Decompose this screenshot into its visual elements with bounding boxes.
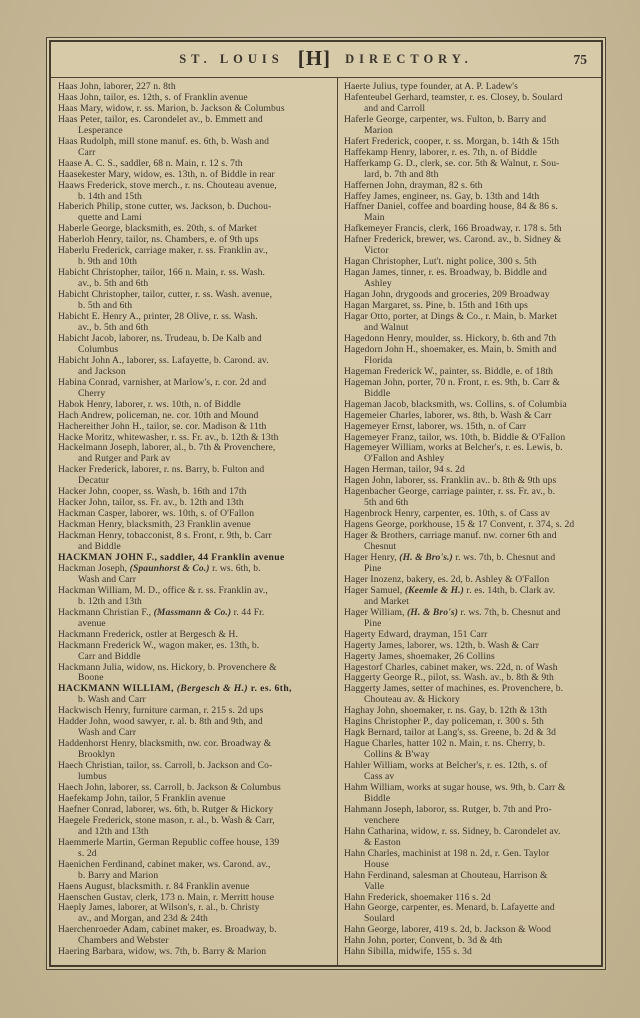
directory-entry: Hagar Otto, porter, at Dings & Co., r. Main, b. Market: [344, 311, 558, 323]
directory-entry: Haenichen Ferdinand, cabinet maker, ws. Carond. av.,: [58, 858, 271, 870]
entry-continuation-line: Chouteau av. & Hickory: [364, 694, 460, 706]
directory-entry: Hagedonn Henry, moulder, ss. Hickory, b. 6th and 7th: [344, 332, 557, 344]
directory-entry: Haasekester Mary, widow, es. 13th, n. of Biddle in rear: [58, 168, 275, 180]
directory-entry: Haerte Julius, type founder, at A. P. Ladew's: [344, 81, 518, 92]
page-number: 75: [573, 51, 587, 67]
directory-entry: Haferle George, carpenter, ws. Fulton, b. Barry and: [344, 113, 547, 125]
entry-continuation-line: av., b. 5th and 6th: [78, 278, 149, 290]
entry-continuation-line: and 12th and 13th: [78, 825, 149, 837]
directory-entry: Hagk Bernard, tailor at Lang's, ss. Greene, b. 2d & 3d: [344, 727, 557, 739]
directory-entry: Haberloh Henry, tailor, ns. Chambers, e. of 9th ups: [58, 234, 259, 246]
directory-entry: Hafner Frederick, brewer, ws. Carond. av., b. Sidney &: [344, 234, 562, 246]
entry-continuation-line: b. 14th and 15th: [78, 190, 142, 202]
directory-entry: Hager William, (H. & Bro's) r. ws. 7th, b. Chesnut and: [344, 606, 561, 618]
directory-entry: Hacker John, cooper, ss. Wash, b. 16th and 17th: [58, 486, 247, 498]
directory-entry: Haech Christian, tailor, ss. Carroll, b. Jackson and Co-: [58, 760, 273, 772]
entry-continuation-line: Soulard: [364, 913, 395, 925]
directory-entry: Hach Andrew, policeman, ne. cor. 10th and Mound: [58, 409, 259, 421]
directory-entry: Hagen John, laborer, ss. Franklin av.. b. 8th & 9th ups: [344, 475, 557, 487]
entry-continuation-line: Wash and Carr: [78, 727, 137, 739]
directory-entry: Haffey James, engineer, ns. Gay, b. 13th and 14th: [344, 190, 540, 202]
directory-entry: Haech John, laborer, ss. Carroll, b. Jackson & Columbus: [58, 782, 281, 793]
directory-entry: Hagerty James, laborer, ws. 12th, b. Wash & Carr: [344, 639, 540, 651]
entry-continuation-line: Ashley: [364, 278, 392, 290]
entry-continuation-line: Marion: [364, 124, 393, 136]
directory-entry: Habicht Christopher, tailor, 166 n. Main, r. ss. Wash.: [58, 267, 265, 279]
entry-continuation-line: Columbus: [78, 343, 119, 355]
directory-entry: Hackwisch Henry, furniture carman, r. 215 s. 2d ups: [58, 705, 264, 717]
page-title: [51, 42, 601, 77]
entry-continuation-line: Decatur: [78, 475, 110, 487]
directory-entry: Hager Inozenz, bakery, es. 2d, b. Ashley & O'Fallon: [344, 573, 550, 585]
title-left: ST. LOUIS: [179, 52, 284, 66]
directory-entry: Hagen Herman, tailor, 94 s. 2d: [344, 464, 465, 476]
entry-continuation-line: Wash and Carr: [78, 573, 137, 585]
directory-entry: Haas Rudolph, mill stone manuf. es. 6th, b. Wash and: [58, 135, 270, 147]
directory-entry: Hahn Catharina, widow, r. ss. Sidney, b. Carondelet av.: [344, 825, 561, 837]
directory-entry: Hahn Frederick, shoemaker 116 s. 2d: [344, 891, 491, 903]
directory-entry: Haerchenroeder Adam, cabinet maker, es. Broadway, b.: [58, 924, 277, 936]
directory-entry: Haffekamp Henry, laborer, r. es. 7th, n. of Biddle: [344, 146, 537, 158]
entry-continuation-line: 5th and 6th: [364, 497, 409, 509]
directory-entry: Hagerty Edward, drayman, 151 Carr: [344, 628, 488, 640]
directory-entry: Haghay John, shoemaker, r. ns. Gay, b. 12th & 13th: [344, 705, 548, 717]
column-right: [338, 78, 601, 965]
directory-entry: Haemmerle Martin, German Republic coffee house, 139: [58, 836, 280, 848]
directory-entry: Hagan John, drygoods and groceries, 209 Broadway: [344, 289, 550, 301]
directory-entry: Haffner Daniel, coffee and boarding house, 84 & 86 s.: [344, 201, 558, 213]
directory-entry: Hague Charles, hatter 102 n. Main, r. ns. Cherry, b.: [344, 738, 546, 750]
directory-entry: Hageman Frederick W., painter, ss. Biddle, e. of 18th: [344, 365, 554, 377]
directory-entry: Hagins Christopher P., day policeman, r. 300 s. 5th: [344, 716, 544, 728]
directory-entry: Haenschen Gustav, clerk, 173 n. Main, r. Merritt house: [58, 891, 275, 903]
directory-entry: Habina Conrad, varnisher, at Marlow's, r. cor. 2d and: [58, 376, 267, 388]
directory-entry: Hagemeier Charles, laborer, ws. 8th, b. Wash & Carr: [344, 409, 552, 421]
entry-continuation-line: b. 12th and 13th: [78, 595, 142, 607]
directory-entry: Haering Barbara, widow, ws. 7th, b. Barry & Marion: [58, 946, 267, 958]
entry-continuation-line: Pine: [364, 562, 382, 574]
directory-entry: Hafert Frederick, cooper, r. ss. Morgan, b. 14th & 15th: [344, 135, 560, 147]
section-letter: [H]: [297, 46, 332, 70]
directory-entry: Hahn Ferdinand, salesman at Chouteau, Harrison &: [344, 869, 548, 881]
directory-entry: Hackman Henry, tobacconist, 8 s. Front, r. 9th, b. Carr: [58, 530, 272, 542]
directory-entry: Hachereither John H., tailor, se. cor. Madison & 11th: [58, 420, 267, 432]
entry-continuation-line: & Easton: [364, 836, 401, 848]
entry-continuation-line: Victor: [364, 245, 389, 257]
entry-continuation-line: Carr: [78, 146, 96, 158]
directory-entry: Haberle George, blacksmith, es. 20th, s. of Market: [58, 223, 257, 235]
directory-columns: [51, 78, 601, 965]
directory-entry: Haegele Frederick, stone mason, r. al., b. Wash & Carr,: [58, 814, 275, 826]
entry-continuation-line: Brooklyn: [78, 749, 116, 761]
directory-entry: Hagens George, porkhouse, 15 & 17 Convent, r. 374, s. 2d: [344, 519, 575, 531]
directory-entry: Hahler William, works at Belcher's, r. es. 12th, s. of: [344, 760, 548, 772]
entry-continuation-line: Boone: [78, 672, 104, 684]
directory-entry: Habicht Jacob, laborer, ns. Trudeau, b. De Kalb and: [58, 332, 262, 344]
directory-entry: Hackman Casper, laborer, ws. 10th, s. of O'Fallon: [58, 508, 255, 520]
directory-entry: Hagemeyer Ernst, laborer, ws. 15th, n. of Carr: [344, 420, 527, 432]
directory-entry: HACKMAN JOHN F., saddler, 44 Franklin avenue: [58, 551, 285, 563]
entry-continuation-line: House: [364, 858, 390, 870]
entry-continuation-line: and Market: [364, 595, 409, 607]
directory-entry: Habicht E. Henry A., printer, 28 Olive, r. ss. Wash.: [58, 311, 258, 323]
entry-continuation-line: Collins & B'way: [364, 749, 430, 761]
directory-entry: Hagenbacher George, carriage painter, r. ss. Fr. av., b.: [344, 486, 556, 498]
directory-entry: Hager Samuel, (Keemle & H.) r. es. 14th, b. Clark av.: [344, 584, 556, 596]
directory-entry: Hagan Margaret, ss. Pine, b. 15th and 16th ups: [344, 300, 529, 312]
entry-continuation-line: b. 5th and 6th: [78, 300, 133, 312]
entry-continuation-line: Pine: [364, 617, 382, 629]
entry-continuation-line: O'Fallon and Ashley: [364, 453, 445, 465]
directory-entry: Hafkemeyer Francis, clerk, 166 Broadway, r. 178 s. 5th: [344, 223, 562, 235]
entry-continuation-line: Florida: [364, 354, 393, 366]
entry-continuation-line: Biddle: [364, 792, 391, 804]
directory-entry: Hackman Henry, blacksmith, 23 Franklin avenue: [58, 519, 251, 531]
directory-entry: Haefekamp John, tailor, 5 Franklin avenue: [58, 792, 226, 804]
directory-entry: Haberlu Frederick, carriage maker, r. ss. Franklin av.,: [58, 245, 268, 257]
running-head: [51, 42, 601, 78]
directory-entry: Habicht Christopher, tailor, cutter, r. ss. Wash. avenue,: [58, 289, 273, 301]
directory-entry: Haens August, blacksmith. r. 84 Franklin avenue: [58, 880, 250, 892]
entry-continuation-line: Cherry: [78, 387, 106, 399]
directory-entry: Hagerty James, shoemaker, 26 Collins: [344, 650, 495, 662]
directory-entry: Haas John, tailor, es. 12th, s. of Franklin avenue: [58, 91, 248, 103]
directory-entry: Hahn Charles, machinist at 198 n. 2d, r. Gen. Taylor: [344, 847, 550, 859]
directory-entry: Hageman Jacob, blacksmith, ws. Collins, s. of Columbia: [344, 398, 567, 410]
directory-entry: Haas John, laborer, 227 n. 8th: [58, 81, 176, 92]
directory-entry: Hahn Sibilla, midwife, 155 s. 3d: [344, 946, 472, 958]
directory-entry: Habicht John A., laborer, ss. Lafayette, b. Carond. av.: [58, 354, 269, 366]
entry-continuation-line: Biddle: [364, 387, 391, 399]
directory-entry: Hahn George, laborer, 419 s. 2d, b. Jackson & Wood: [344, 924, 552, 936]
entry-continuation-line: venchere: [364, 814, 400, 826]
entry-continuation-line: av., b. 5th and 6th: [78, 321, 149, 333]
directory-entry: Haeply James, laborer, at Wilson's, r. al., b. Christy: [58, 902, 260, 914]
directory-entry: Hahn John, porter, Convent, b. 3d & 4th: [344, 935, 503, 947]
directory-entry: Hacker John, tailor, ss. Fr. av., b. 12th and 13th: [58, 497, 244, 509]
directory-entry: Hagemeyer Franz, tailor, ws. 10th, b. Biddle & O'Fallon: [344, 431, 566, 443]
entry-continuation-line: s. 2d: [78, 847, 97, 859]
entry-continuation-line: lard, b. 7th and 8th: [364, 168, 439, 180]
entry-continuation-line: av., and Morgan, and 23d & 24th: [78, 913, 208, 925]
directory-entry: Hackman William, M. D., office & r. ss. Franklin av.,: [58, 584, 268, 596]
directory-entry: Haggerty George R., pilot, ss. Wash. av., b. 8th & 9th: [344, 672, 554, 684]
entry-continuation-line: and Jackson: [78, 365, 126, 377]
directory-entry: Haggerty James, setter of machines, es. Provenchere, b.: [344, 683, 564, 695]
entry-continuation-line: avenue: [78, 617, 106, 629]
entry-continuation-line: Chesnut: [364, 541, 397, 553]
entry-continuation-line: Valle: [364, 880, 385, 892]
entry-continuation-line: b. 9th and 10th: [78, 256, 138, 268]
entry-continuation-line: b. Wash and Carr: [78, 694, 146, 706]
directory-entry: Hackmann Frederick W., wagon maker, es. 13th, b.: [58, 639, 260, 651]
entry-continuation-line: lumbus: [78, 771, 107, 783]
directory-entry: Hahn George, carpenter, es. Menard, b. Lafayette and: [344, 902, 555, 914]
directory-entry: Hagestorf Charles, cabinet maker, ws. 22d, n. of Wash: [344, 661, 558, 673]
directory-entry: Hadder John, wood sawyer, r. al. b. 8th and 9th, and: [58, 716, 263, 728]
directory-entry: Hackmann Christian F., (Massmann & Co.) r. 44 Fr.: [58, 606, 265, 618]
entry-continuation-line: b. Barry and Marion: [78, 869, 159, 881]
directory-entry: Hahmann Joseph, laboror, ss. Rutger, b. 7th and Pro-: [344, 803, 552, 815]
entry-continuation-line: Carr and Biddle: [78, 650, 141, 662]
entry-continuation-line: quette and Lami: [78, 212, 142, 224]
entry-continuation-line: and Walnut: [364, 321, 409, 333]
directory-page: [46, 37, 606, 970]
directory-entry: Haddenhorst Henry, blacksmith, nw. cor. Broadway &: [58, 738, 272, 750]
directory-entry: Haefner Conrad, laborer, ws. 6th, b. Rutger & Hickory: [58, 803, 274, 815]
entry-continuation-line: and Biddle: [78, 541, 121, 553]
entry-continuation-line: and Rutger and Park av: [78, 453, 171, 465]
directory-entry: Hacke Moritz, whitewasher, r. ss. Fr. av., b. 12th & 13th: [58, 431, 279, 443]
directory-entry: Hagedorn John H., shoemaker, es. Main, b. Smith and: [344, 343, 557, 355]
directory-entry: Hagenbrock Henry, carpenter, es. 10th, s. of Cass av: [344, 508, 550, 520]
directory-entry: Hagemeyer William, works at Belcher's, r. es. Lewis, b.: [344, 442, 563, 454]
entry-continuation-line: Cass av: [364, 771, 395, 783]
page-border-inner: [49, 40, 603, 967]
directory-entry: Hackman Joseph, (Spaunhorst & Co.) r. ws. 6th, b.: [58, 562, 261, 574]
entry-continuation-line: Chambers and Webster: [78, 935, 169, 947]
column-left: [51, 78, 338, 965]
directory-entry: Hackmann Julia, widow, ns. Hickory, b. Provenchere &: [58, 661, 277, 673]
directory-entry: Haberich Philip, stone cutter, ws. Jackson, b. Duchou-: [58, 201, 272, 213]
directory-entry: Hackelmann Joseph, laborer, al., b. 7th & Provenchere,: [58, 442, 276, 454]
directory-entry: Haas Mary, widow, r. ss. Marion, b. Jackson & Columbus: [58, 102, 285, 114]
directory-entry: HACKMANN WILLIAM, (Bergesch & H.) r. es. 6th,: [58, 683, 292, 695]
directory-entry: Hageman John, porter, 70 n. Front, r. es. 9th, b. Carr &: [344, 376, 560, 388]
entry-continuation-line: and and Carroll: [364, 102, 426, 114]
directory-entry: Habok Henry, laborer, r. ws. 10th, n. of Biddle: [58, 398, 241, 410]
directory-entry: Hahm William, works at sugar house, ws. 9th, b. Carr &: [344, 782, 566, 793]
directory-entry: Haas Peter, tailor, es. Carondelet av., b. Emmett and: [58, 113, 263, 125]
title-right: DIRECTORY.: [345, 52, 473, 66]
entry-continuation-line: Main: [364, 212, 385, 224]
directory-entry: Hagan Christopher, Lut't. night police, 300 s. 5th: [344, 256, 537, 268]
directory-entry: Hafenteubel Gerhard, teamster, r. es. Closey, b. Soulard: [344, 91, 563, 103]
directory-entry: Hackmann Frederick, ostler at Bergesch & H.: [58, 628, 238, 640]
directory-entry: Hager & Brothers, carriage manuf. nw. corner 6th and: [344, 530, 557, 542]
directory-entry: Haffernen John, drayman, 82 s. 6th: [344, 179, 483, 191]
directory-entry: Haaws Frederick, stove merch., r. ns. Chouteau avenue,: [58, 179, 277, 191]
directory-entry: Hacker Frederick, laborer, r. ns. Barry, b. Fulton and: [58, 464, 265, 476]
entry-continuation-line: Lesperance: [78, 124, 123, 136]
directory-entry: Hagan James, tinner, r. es. Broadway, b. Biddle and: [344, 267, 547, 279]
directory-entry: Haase A. C. S., saddler, 68 n. Main, r. 12 s. 7th: [58, 157, 243, 169]
directory-entry: Hager Henry, (H. & Bro's.) r. ws. 7th, b. Chesnut and: [344, 551, 556, 563]
directory-entry: Hafferkamp G. D., clerk, se. cor. 5th & Walnut, r. Sou-: [344, 157, 560, 169]
